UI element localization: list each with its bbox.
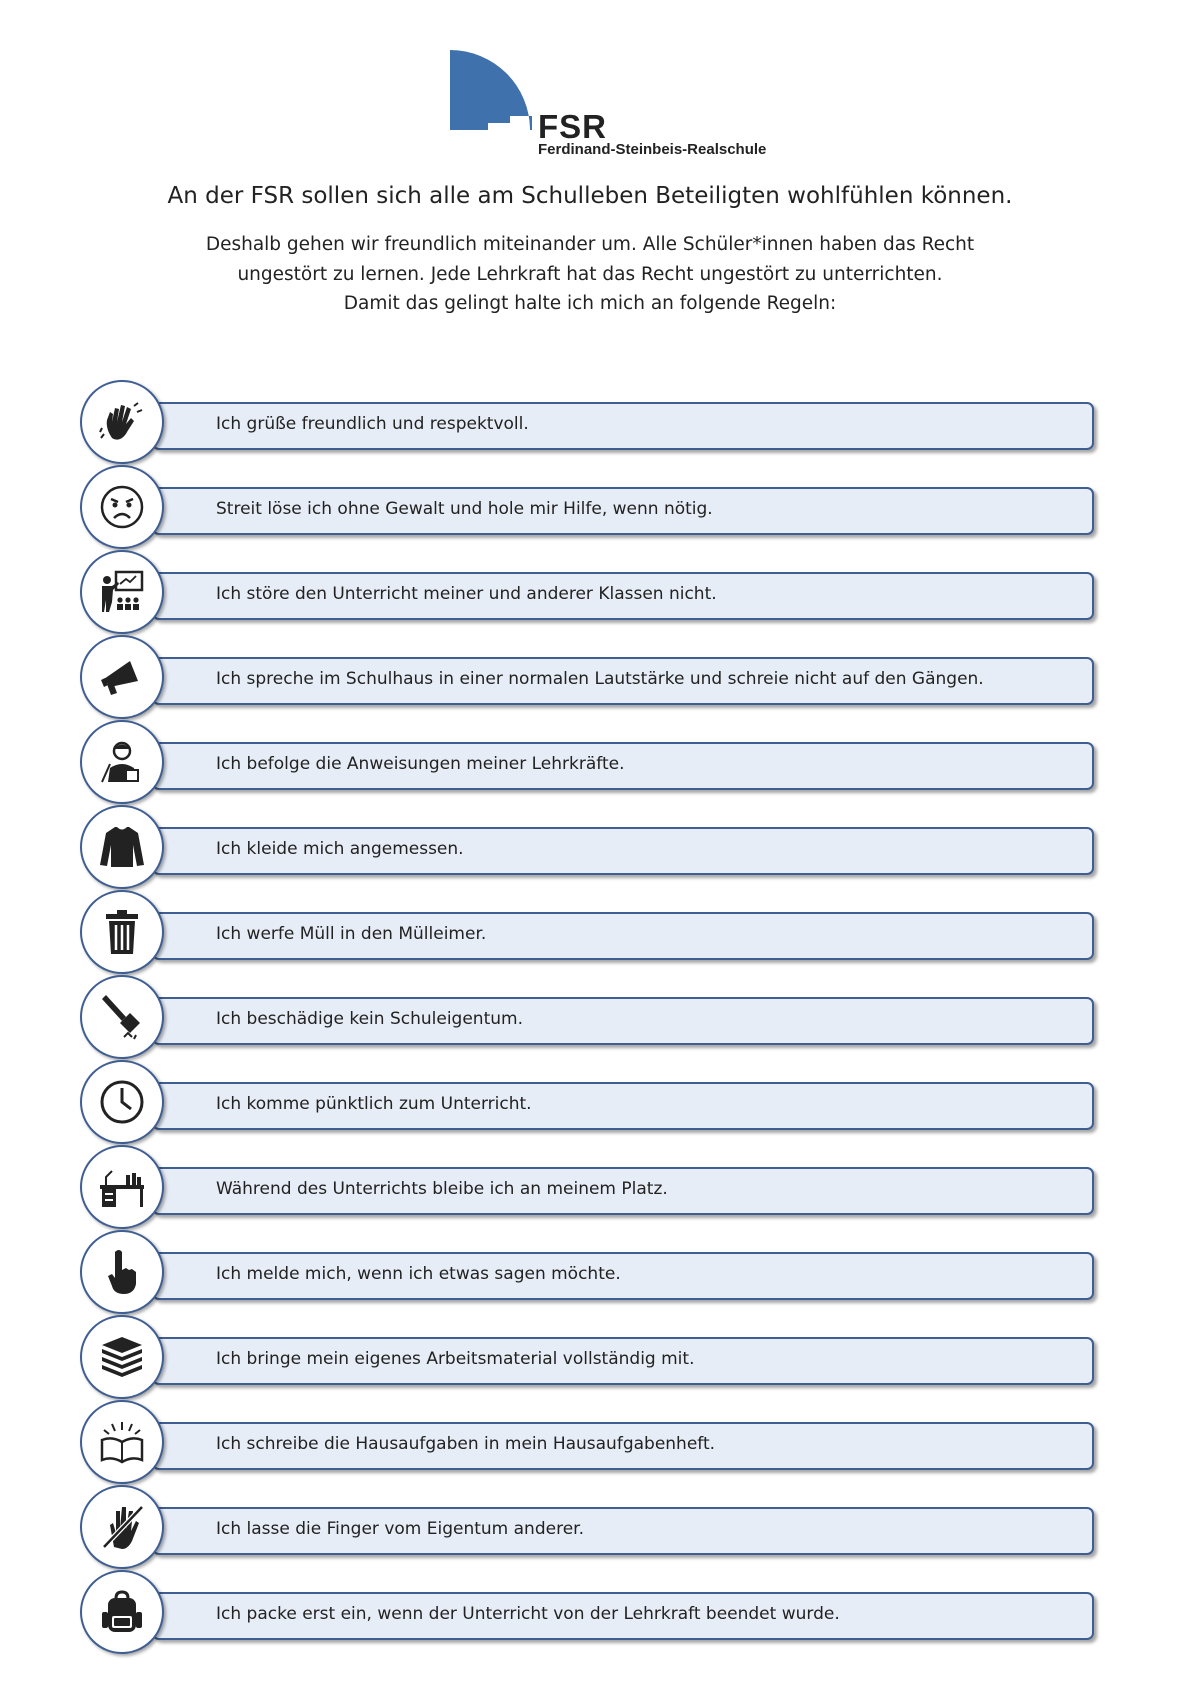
rule-text: Ich spreche im Schulhaus in einer normalen Lautstärke und schreie nicht auf den Gängen. (216, 669, 984, 689)
intro-line-3: Damit das gelingt halte ich mich an folgende Regeln: (343, 293, 837, 314)
rule-item (80, 1400, 1110, 1490)
megaphone-icon (98, 653, 146, 701)
rule-item (80, 1145, 1110, 1235)
rule-text: Ich grüße freundlich und respektvoll. (216, 414, 529, 434)
rule-icon-circle (80, 890, 164, 974)
rule-item (80, 550, 1110, 640)
rule-icon-circle (80, 1400, 164, 1484)
teacher-icon (98, 738, 146, 786)
rule-icon-circle (80, 975, 164, 1059)
rule-item (80, 465, 1110, 555)
rule-icon-circle (80, 380, 164, 464)
rule-icon-circle (80, 805, 164, 889)
rule-text: Ich melde mich, wenn ich etwas sagen möchte. (216, 1264, 621, 1284)
waving-hand-icon (98, 398, 146, 446)
angry-face-icon (98, 483, 146, 531)
rule-text: Ich komme pünktlich zum Unterricht. (216, 1094, 532, 1114)
book-stack-icon (98, 1333, 146, 1381)
rule-text: Ich kleide mich angemessen. (216, 839, 464, 859)
rule-icon-circle (80, 1145, 164, 1229)
rule-item (80, 1060, 1110, 1150)
rule-text: Streit löse ich ohne Gewalt und hole mir Hilfe, wenn nötig. (216, 499, 713, 519)
rule-item (80, 720, 1110, 810)
rule-item (80, 1230, 1110, 1320)
rule-item (80, 635, 1110, 725)
rule-icon-circle (80, 1060, 164, 1144)
rule-item (80, 1570, 1110, 1660)
desk-icon (98, 1163, 146, 1211)
sweater-icon (98, 823, 146, 871)
rule-text: Ich beschädige kein Schuleigentum. (216, 1009, 523, 1029)
logo-abbreviation: FSR (538, 108, 607, 145)
clock-icon (98, 1078, 146, 1126)
rule-text: Ich lasse die Finger vom Eigentum anderer. (216, 1519, 584, 1539)
rule-text: Ich bringe mein eigenes Arbeitsmaterial vollständig mit. (216, 1349, 695, 1369)
trash-can-icon (98, 908, 146, 956)
backpack-icon (98, 1588, 146, 1636)
page-headline: An der FSR sollen sich alle am Schulleben Beteiligten wohlfühlen können. (167, 183, 1013, 209)
intro-line-2: ungestört zu lernen. Jede Lehrkraft hat das Recht ungestört zu unterrichten. (237, 264, 943, 285)
crossed-hand-icon (98, 1503, 146, 1551)
rule-item (80, 975, 1110, 1065)
rule-text: Ich schreibe die Hausaufgaben in mein Hausaufgabenheft. (216, 1434, 716, 1454)
classroom-teacher-icon (98, 568, 146, 616)
rule-icon-circle (80, 550, 164, 634)
rule-icon-circle (80, 635, 164, 719)
rule-item (80, 1485, 1110, 1575)
rule-text: Ich störe den Unterricht meiner und anderer Klassen nicht. (216, 584, 717, 604)
rule-item (80, 380, 1110, 470)
rule-icon-circle (80, 1230, 164, 1314)
school-logo (450, 50, 780, 160)
raised-finger-icon (98, 1248, 146, 1296)
rule-text: Ich werfe Müll in den Mülleimer. (216, 924, 487, 944)
open-book-icon (98, 1418, 146, 1466)
rule-text: Ich packe erst ein, wenn der Unterricht von der Lehrkraft beendet wurde. (216, 1604, 840, 1624)
rule-item (80, 805, 1110, 895)
hammer-icon (98, 993, 146, 1041)
rule-text: Ich befolge die Anweisungen meiner Lehrkräfte. (216, 754, 625, 774)
rule-text: Während des Unterrichts bleibe ich an meinem Platz. (216, 1179, 668, 1199)
rule-item (80, 1315, 1110, 1405)
rule-icon-circle (80, 720, 164, 804)
rule-icon-circle (80, 465, 164, 549)
rule-icon-circle (80, 1485, 164, 1569)
rule-icon-circle (80, 1315, 164, 1399)
rule-icon-circle (80, 1570, 164, 1654)
intro-line-1: Deshalb gehen wir freundlich miteinander um. Alle Schüler*innen haben das Recht (205, 234, 975, 255)
rule-item (80, 890, 1110, 980)
logo-school-name: Ferdinand-Steinbeis-Realschule (538, 141, 767, 158)
